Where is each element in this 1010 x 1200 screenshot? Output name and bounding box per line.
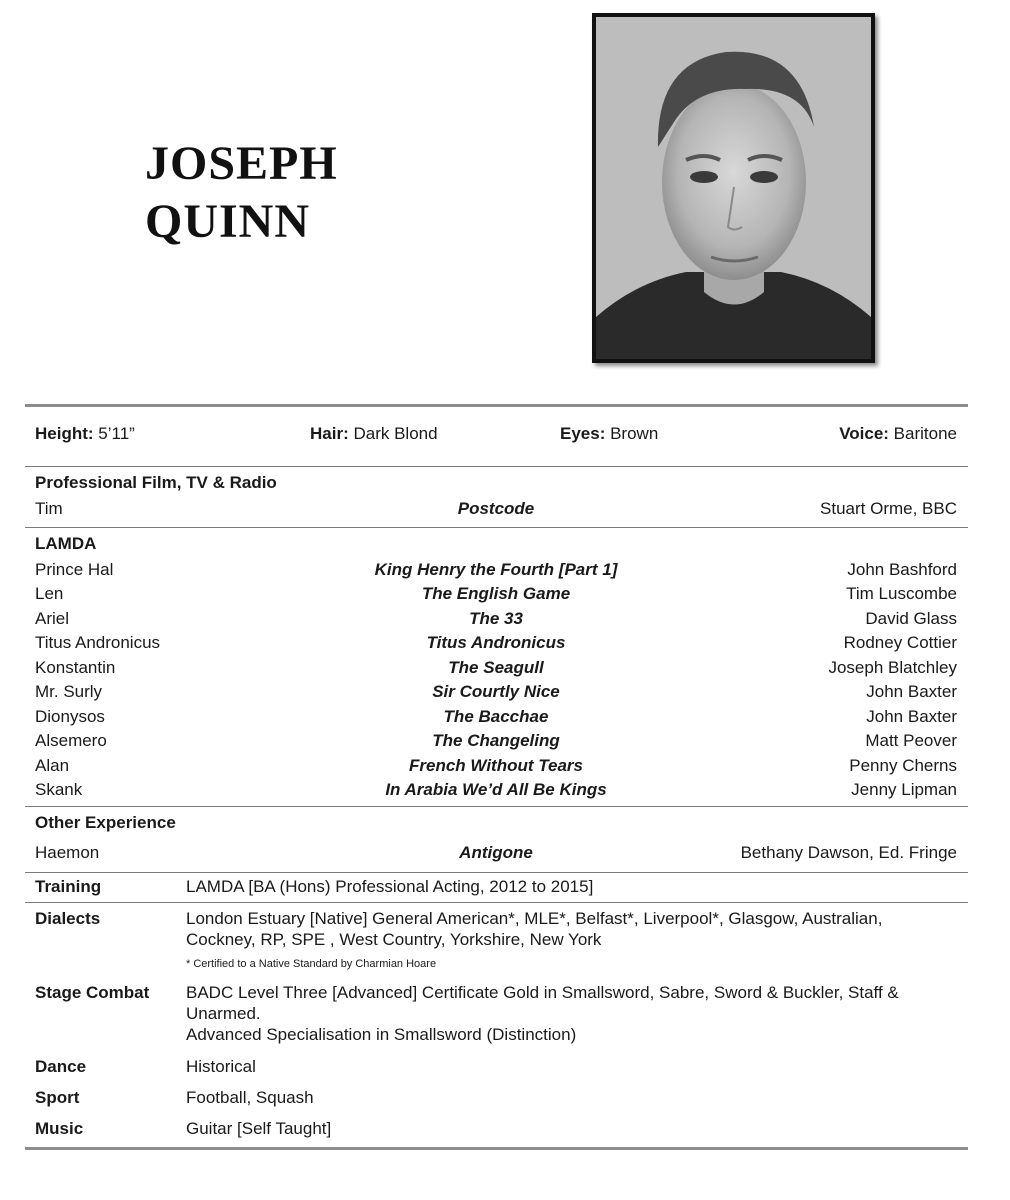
stage-combat-label: Stage Combat (35, 983, 150, 1002)
music-label: Music (35, 1119, 84, 1138)
stat-voice: Voice: Baritone (839, 424, 957, 443)
credit-role: Dionysos (35, 707, 105, 726)
credit-role: Haemon (35, 843, 100, 862)
music-value: Guitar [Self Taught] (186, 1119, 332, 1138)
credit-director: Tim Luscombe (846, 584, 957, 603)
credit-director: John Baxter (866, 682, 957, 701)
credit-director: John Baxter (866, 707, 957, 726)
credit-role: Mr. Surly (35, 682, 103, 701)
credit-director: Rodney Cottier (843, 633, 957, 652)
credit-director: David Glass (865, 609, 957, 628)
last-name: QUINN (145, 195, 311, 248)
stage-combat-line-3: Advanced Specialisation in Smallsword (Distinction) (186, 1025, 577, 1044)
credit-title: The 33 (469, 609, 523, 628)
divider (25, 527, 968, 528)
credit-director: Bethany Dawson, Ed. Fringe (740, 843, 957, 862)
dialects-line-2: Cockney, RP, SPE , West Country, Yorkshire, New York (186, 930, 602, 949)
dialects-label: Dialects (35, 909, 101, 928)
credit-role: Tim (35, 499, 63, 518)
section-heading-other: Other Experience (35, 813, 176, 832)
divider (25, 806, 968, 807)
credit-title: In Arabia We’d All Be Kings (385, 780, 607, 799)
credit-role: Ariel (35, 609, 70, 628)
stage-combat-line-2: Unarmed. (186, 1004, 261, 1023)
credit-role: Skank (35, 780, 83, 799)
sport-label: Sport (35, 1088, 80, 1107)
dance-value: Historical (186, 1057, 256, 1076)
headshot-photo (592, 13, 875, 363)
section-heading-lamda: LAMDA (35, 534, 97, 553)
credit-role: Len (35, 584, 64, 603)
credit-title: Postcode (457, 499, 535, 518)
credit-title: The Seagull (448, 658, 544, 677)
credit-title: Sir Courtly Nice (432, 682, 560, 701)
credit-title: King Henry the Fourth [Part 1] (374, 560, 618, 579)
credit-title: The Changeling (432, 731, 560, 750)
credit-director: Joseph Blatchley (828, 658, 957, 677)
stat-hair: Hair: Dark Blond (310, 424, 438, 443)
training-value: LAMDA [BA (Hons) Professional Acting, 2012 to 2015] (186, 877, 594, 896)
sport-value: Football, Squash (186, 1088, 314, 1107)
credit-title: French Without Tears (409, 756, 583, 775)
stage-combat-line-1: BADC Level Three [Advanced] Certificate Gold in Smallsword, Sabre, Sword & Buckler, Staff & (186, 983, 899, 1002)
credit-director: John Bashford (847, 560, 957, 579)
section-heading-film: Professional Film, TV & Radio (35, 473, 277, 492)
divider (25, 872, 968, 873)
portrait-image (596, 17, 871, 359)
divider (25, 466, 968, 467)
credit-role: Konstantin (35, 658, 116, 677)
credit-title: The Bacchae (443, 707, 549, 726)
credit-director: Penny Cherns (849, 756, 957, 775)
dance-label: Dance (35, 1057, 87, 1076)
credit-role: Prince Hal (35, 560, 114, 579)
credit-role: Titus Andronicus (35, 633, 161, 652)
first-name: JOSEPH (145, 137, 338, 190)
credit-role: Alsemero (35, 731, 107, 750)
credit-title: Titus Andronicus (426, 633, 566, 652)
credit-director: Jenny Lipman (851, 780, 957, 799)
dialects-line-1: London Estuary [Native] General American*, MLE*, Belfast*, Liverpool*, Glasgow, Australian, (186, 909, 883, 928)
stat-height: Height: 5’11” (35, 424, 135, 443)
divider (25, 1147, 968, 1150)
divider (25, 902, 968, 903)
credit-director: Stuart Orme, BBC (820, 499, 957, 518)
divider (25, 404, 968, 407)
dialects-note: * Certified to a Native Standard by Charmian Hoare (186, 958, 437, 970)
training-label: Training (35, 877, 102, 896)
credit-role: Alan (35, 756, 70, 775)
stat-eyes: Eyes: Brown (560, 424, 659, 443)
credit-director: Matt Peover (865, 731, 957, 750)
credit-title: The English Game (421, 584, 571, 603)
actor-name (145, 135, 465, 251)
credit-title: Antigone (459, 843, 533, 862)
